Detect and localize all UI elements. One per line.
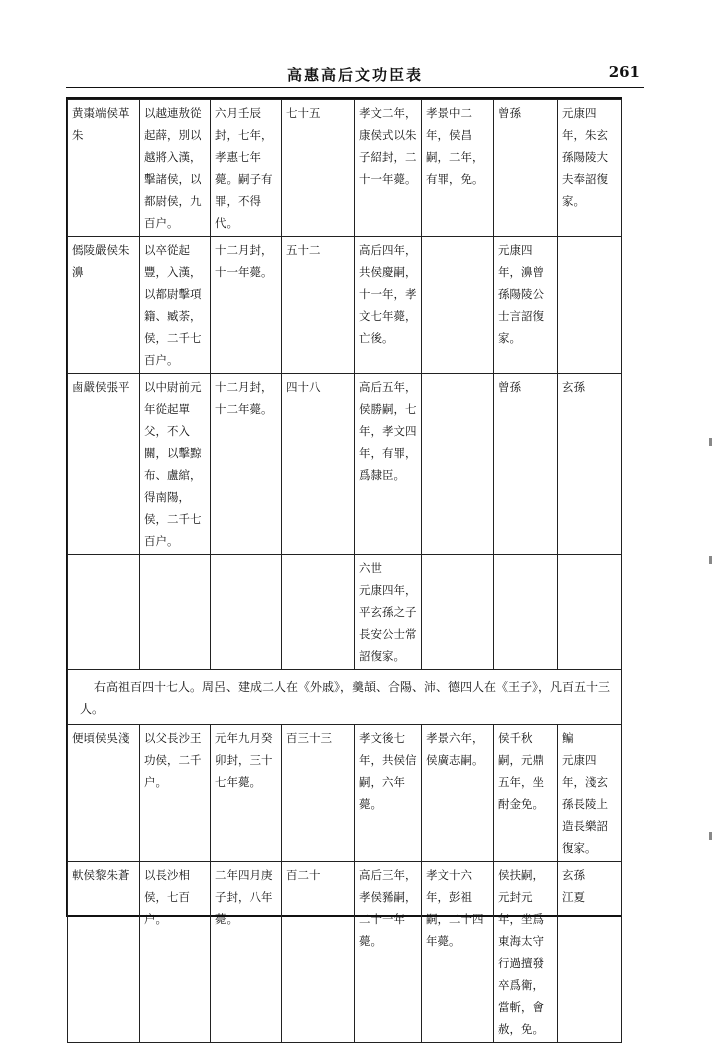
- cell-merit: [140, 555, 211, 670]
- cell-gen2: [422, 555, 494, 670]
- summary-text: 右高祖百四十七人。周呂、建成二人在《外戚》，羹頡、合陽、沛、德四人在《王子》，凡百五十三人。: [68, 670, 622, 725]
- cell-enfeoff: 十二月封，十一年薨。: [211, 237, 282, 374]
- cell-gen2: [422, 237, 494, 374]
- cell-gen3: 侯扶嗣，元封元年，坐爲東海太守行過擅發卒爲衛，當斬，會赦，免。: [494, 862, 558, 1043]
- page-header: [66, 58, 644, 88]
- cell-rank: 七十五: [282, 100, 355, 237]
- gutter-mark: [709, 832, 712, 840]
- merit-table: [67, 99, 622, 1043]
- page-number: 261: [608, 63, 640, 81]
- cell-rank: [282, 555, 355, 670]
- cell-name: 傿陵嚴侯朱濞: [68, 237, 140, 374]
- cell-gen4: 元康四年，朱玄孫陽陵大夫奉詔復家。: [558, 100, 622, 237]
- cell-enfeoff: 二年四月庚子封，八年薨。: [211, 862, 282, 1043]
- cell-gen2: 孝景六年，侯廣志嗣。: [422, 725, 494, 862]
- cell-rank: 五十二: [282, 237, 355, 374]
- gutter-mark: [709, 438, 712, 446]
- cell-merit: 以長沙相侯，七百户。: [140, 862, 211, 1043]
- cell-gen2: 孝文十六年，彭祖嗣，二十四年薨。: [422, 862, 494, 1043]
- cell-gen1: 高后三年，孝侯豨嗣，二十一年薨。: [355, 862, 422, 1043]
- cell-name: 便頃侯吳淺: [68, 725, 140, 862]
- cell-gen3: 曾孫: [494, 374, 558, 555]
- cell-gen3: 元康四年，濞曾孫陽陵公士言詔復家。: [494, 237, 558, 374]
- cell-gen2: [422, 374, 494, 555]
- cell-gen4: 玄孫: [558, 374, 622, 555]
- cell-gen4: [558, 237, 622, 374]
- cell-enfeoff: [211, 555, 282, 670]
- table-row: [68, 862, 622, 1043]
- table-row: [68, 555, 622, 670]
- table-row: [68, 237, 622, 374]
- cell-merit: 以越連敖從起薛，別以越將入漢，擊諸侯，以都尉侯，九百户。: [140, 100, 211, 237]
- table-row: [68, 100, 622, 237]
- cell-rank: 百三十三: [282, 725, 355, 862]
- cell-name: 黄棗端侯革朱: [68, 100, 140, 237]
- cell-gen1: 六世 元康四年，平玄孫之子長安公士常詔復家。: [355, 555, 422, 670]
- cell-enfeoff: 元年九月癸卯封，三十七年薨。: [211, 725, 282, 862]
- cell-gen3: 侯千秋嗣，元鼎五年，坐酎金免。: [494, 725, 558, 862]
- cell-gen1: 高后五年，侯勝嗣，七年，孝文四年，有罪，爲隸臣。: [355, 374, 422, 555]
- cell-merit: 以父長沙王功侯，二千户。: [140, 725, 211, 862]
- cell-gen3: [494, 555, 558, 670]
- cell-rank: 四十八: [282, 374, 355, 555]
- cell-enfeoff: 十二月封，十二年薨。: [211, 374, 282, 555]
- cell-gen3: 曾孫: [494, 100, 558, 237]
- cell-rank: 百二十: [282, 862, 355, 1043]
- table-row: [68, 725, 622, 862]
- cell-merit: 以中尉前元年從起單父，不入關，以擊黥布、盧綰，得南陽，侯，二千七百户。: [140, 374, 211, 555]
- cell-name: 鹵嚴侯張平: [68, 374, 140, 555]
- cell-merit: 以卒從起豐，入漢，以都尉擊項籍、臧荼，侯，二千七百户。: [140, 237, 211, 374]
- cell-enfeoff: 六月壬辰封，七年，孝惠七年薨。嗣子有罪，不得代。: [211, 100, 282, 237]
- gutter-mark: [709, 556, 712, 564]
- page-title: 高惠高后文功臣表: [286, 66, 423, 84]
- cell-gen1: 孝文二年，康侯式以朱子紹封，二十一年薨。: [355, 100, 422, 237]
- cell-gen4: 鳊 元康四年，淺玄孫長陵上造長樂詔復家。: [558, 725, 622, 862]
- cell-name: [68, 555, 140, 670]
- cell-gen4: [558, 555, 622, 670]
- header-rule: [66, 87, 644, 88]
- table-frame: [66, 97, 622, 1036]
- cell-gen2: 孝景中二年，侯昌嗣，二年，有罪，免。: [422, 100, 494, 237]
- cell-gen1: 孝文後七年，共侯信嗣，六年薨。: [355, 725, 422, 862]
- cell-gen1: 高后四年，共侯慶嗣，十一年，孝文七年薨，亡後。: [355, 237, 422, 374]
- summary-row: [68, 670, 622, 725]
- cell-name: 軑侯黎朱蒼: [68, 862, 140, 1043]
- cell-gen4: 玄孫 江夏: [558, 862, 622, 1043]
- table-row: [68, 374, 622, 555]
